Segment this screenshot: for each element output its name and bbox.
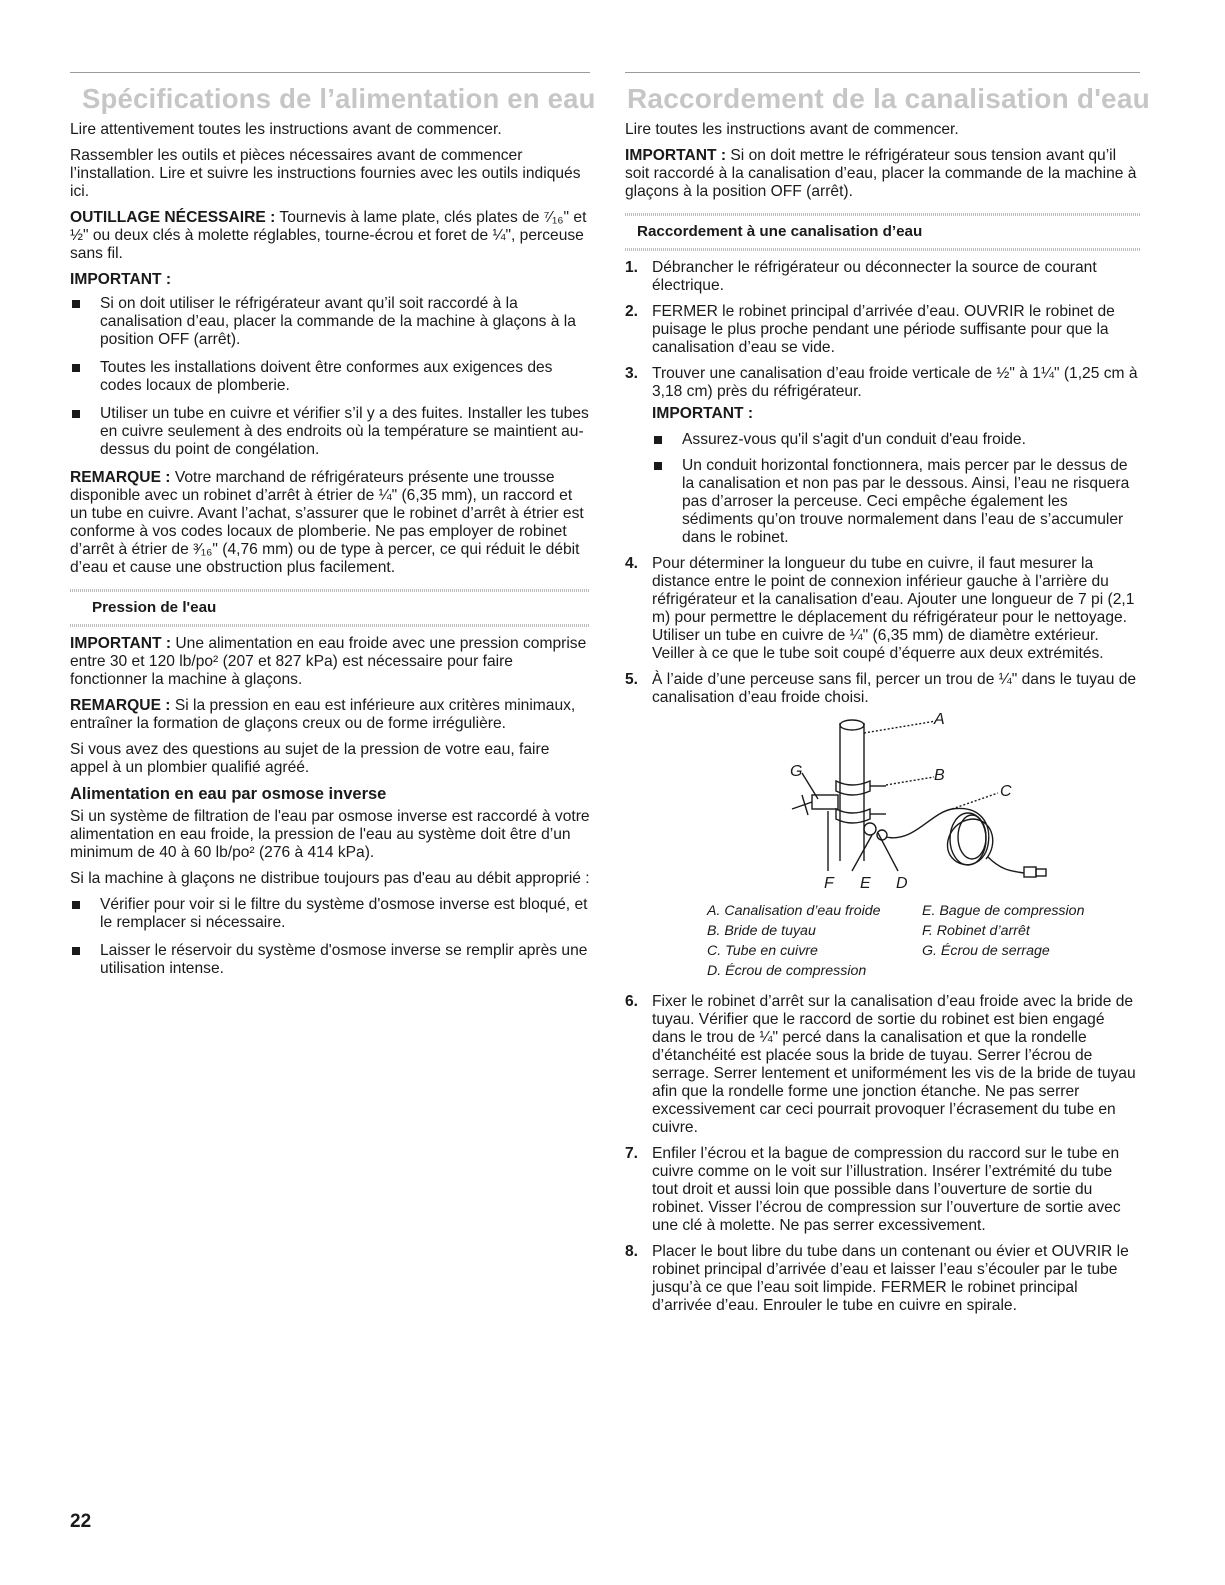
ro-list bbox=[70, 896, 590, 978]
legend-item: F. Robinet d’arrêt bbox=[922, 923, 1030, 939]
important-label: IMPORTANT : bbox=[70, 271, 172, 288]
right-important-text: Si on doit mettre le réfrigérateur sous tension avant qu’il soit raccordé à la canalisation d’eau, placer la commande de la machine à glaçons à la position OFF (arrêt). bbox=[625, 147, 1137, 200]
left-paragraph-1: Lire attentivement toutes les instructions avant de commencer. bbox=[70, 121, 502, 138]
ro-heading: Alimentation en eau par osmose inverse bbox=[70, 785, 387, 803]
figure-label-d: D bbox=[896, 875, 908, 892]
legend-item: E. Bague de compression bbox=[922, 903, 1085, 919]
step-item bbox=[625, 671, 1140, 981]
pressure-important-label: IMPORTANT : bbox=[70, 635, 172, 652]
note-label: REMARQUE : bbox=[70, 469, 171, 486]
step-text: Débrancher le réfrigérateur ou déconnecter la source de courant électrique. bbox=[652, 259, 1097, 294]
ro-paragraph-2: Si la machine à glaçons ne distribue toujours pas d'eau au débit approprié : bbox=[70, 870, 590, 887]
right-column bbox=[625, 72, 1150, 1323]
tools-text: Tournevis à lame plate, clés plates de ⁷⁄₁₆" et ½" ou deux clés à molette réglables, tourne-écrou et foret de ¼", perceuse sans fil. bbox=[70, 209, 587, 262]
step-text: Placer le bout libre du tube dans un contenant ou évier et OUVRIR le robinet principal d’arrivée d’eau et laisser l’eau s’écouler par le tube jusqu’à ce que l’eau soit limpide. FERMER le robinet principal d’arrivée d’eau. Enrouler le tube en cuivre en spirale. bbox=[652, 1243, 1129, 1314]
pressure-heading: Pression de l'eau bbox=[92, 599, 217, 616]
list-item: Si on doit utiliser le réfrigérateur avant qu’il soit raccordé à la canalisation d’eau, placer la commande de la machine à glaçons à la position OFF (arrêt). bbox=[70, 295, 590, 349]
step-text: FERMER le robinet principal d’arrivée d’eau. OUVRIR le robinet de puisage le plus proche pendant une période suffisante pour que la canalisation d’eau se vide. bbox=[652, 303, 1115, 356]
list-item: Vérifier pour voir si le filtre du système d'osmose inverse est bloqué, et le remplacer si nécessaire. bbox=[70, 896, 590, 932]
step-number: 5. bbox=[625, 671, 639, 688]
legend-item bbox=[922, 961, 1122, 981]
figure-label-b: B bbox=[934, 767, 945, 784]
step-text: Fixer le robinet d’arrêt sur la canalisation d’eau froide avec la bride de tuyau. Vérifier que le raccord de sortie du robinet est bien engagé dans le trou de ¼" percé dans la canalisation et que la rondelle d’étanchéité est placée sous la bride de tuyau. Serrer l’écrou de serrage. Serrer lentement et uniformément les vis de la bride de tuyau afin que la rondelle forme une jonction étanche. Ne pas serrer excessivement car ceci pourrait provoquer l’écrasement du tube en cuivre. bbox=[652, 993, 1136, 1136]
list-item: Utiliser un tube en cuivre et vérifier s’il y a des fuites. Installer les tubes en cuivre seulement à des endroits où la température se maintient au-dessus du point de congélation. bbox=[70, 405, 590, 459]
note-text: Votre marchand de réfrigérateurs présente une trousse disponible avec un robinet d’arrêt à étrier de ¼" (6,35 mm), un raccord et un tube en cuivre. Avant l’achat, s’assurer que le robinet d’arrêt à étrier est conforme à vos codes locaux de plomberie. Ne pas employer de robinet d’arrêt à étrier de ³⁄₁₆" (4,76 mm) ou de type à percer, ce qui réduit le débit d’eau et cause une obstruction plus facilement. bbox=[70, 469, 584, 576]
figure-label-e: E bbox=[860, 875, 871, 892]
valve-illustration bbox=[652, 711, 1140, 901]
right-important-label: IMPORTANT : bbox=[625, 147, 727, 164]
list-item: Laisser le réservoir du système d'osmose inverse se remplir après une utilisation intense. bbox=[70, 942, 590, 978]
figure-label-g: G bbox=[790, 763, 803, 780]
note-paragraph bbox=[70, 469, 590, 577]
pressure-important-text: Une alimentation en eau froide avec une pression comprise entre 30 et 120 lb/po² (207 et 827 kPa) est nécessaire pour faire fonctionner la machine à glaçons. bbox=[70, 635, 587, 688]
figure-label-f: F bbox=[824, 875, 834, 892]
right-important-paragraph bbox=[625, 147, 1140, 201]
step-number: 3. bbox=[625, 365, 639, 382]
step-item bbox=[625, 1145, 1140, 1235]
step-number: 4. bbox=[625, 555, 639, 572]
step-text: Trouver une canalisation d’eau froide verticale de ½" à 1¼" (1,25 cm à 3,18 cm) près du réfrigérateur. bbox=[652, 365, 1138, 400]
tools-paragraph bbox=[70, 209, 590, 263]
figure-legend bbox=[707, 901, 1140, 981]
pressure-note-paragraph bbox=[70, 697, 590, 733]
list-item: Toutes les installations doivent être conformes aux exigences des codes locaux de plomberie. bbox=[70, 359, 590, 395]
figure-label-a: A bbox=[934, 711, 945, 728]
right-top-rule bbox=[625, 72, 1140, 73]
legend-item: A. Canalisation d’eau froide bbox=[707, 903, 881, 919]
step-item bbox=[625, 259, 1140, 295]
step-number: 1. bbox=[625, 259, 639, 276]
legend-item: B. Bride de tuyau bbox=[707, 923, 816, 939]
step-number: 2. bbox=[625, 303, 639, 320]
legend-item: D. Écrou de compression bbox=[707, 963, 867, 979]
step-text: Pour déterminer la longueur du tube en cuivre, il faut mesurer la distance entre le point de connexion inférieur gauche à l’arrière du réfrigérateur et la canalisation d'eau. Ajouter une longueur de 7 pi (2,1 m) pour permettre le déplacement du réfrigérateur pour le nettoyage. Utiliser un tube en cuivre de ¼" (6,35 mm) de diamètre extérieur. Veiller à ce que le tube soit coupé d’équerre aux deux extrémités. bbox=[652, 555, 1135, 662]
valve-diagram bbox=[652, 711, 1140, 901]
left-paragraph-2: Rassembler les outils et pièces nécessaires avant de commencer l’installation. Lire et suivre les instructions fournies avec les outils indiqués ici. bbox=[70, 147, 581, 200]
pressure-note-text: Si la pression en eau est inférieure aux critères minimaux, entraîner la formation de glaçons creux ou de forme irrégulière. bbox=[70, 697, 576, 732]
step-number: 6. bbox=[625, 993, 639, 1010]
pressure-subheading-band bbox=[70, 589, 590, 627]
important-list bbox=[70, 295, 590, 459]
figure-label-c: C bbox=[1000, 783, 1012, 800]
step-item bbox=[625, 555, 1140, 663]
step-text: Enfiler l’écrou et la bague de compression du raccord sur le tube en cuivre comme on le voit sur l’illustration. Insérer l’extrémité du tube tout droit et aussi loin que possible dans l’ouverture de sortie du robinet. Visser l’écrou de compression sur l’ouverture de sortie avec une clé à molette. Ne pas serrer excessivement. bbox=[652, 1145, 1121, 1234]
step-item bbox=[625, 303, 1140, 357]
list-item: Assurez-vous qu'il s'agit d'un conduit d'eau froide. bbox=[652, 431, 1140, 449]
step-number: 8. bbox=[625, 1243, 639, 1260]
tools-label: OUTILLAGE NÉCESSAIRE : bbox=[70, 209, 276, 226]
left-top-rule bbox=[70, 72, 590, 73]
step-number: 7. bbox=[625, 1145, 639, 1162]
pressure-note-label: REMARQUE : bbox=[70, 697, 171, 714]
list-item: Un conduit horizontal fonctionnera, mais percer par le dessus de la canalisation et non pas par le dessous. Ainsi, l’eau ne risquera pas d’arroser la perceuse. Ceci empêche également les sédiments qu’on trouve normalement dans l’eau de s’accumuler dans le robinet. bbox=[652, 457, 1140, 547]
left-section-title: Spécifications de l’alimentation en eau bbox=[82, 83, 596, 114]
legend-item: C. Tube en cuivre bbox=[707, 943, 818, 959]
pressure-important-paragraph bbox=[70, 635, 590, 689]
step-item bbox=[625, 1243, 1140, 1315]
step-item bbox=[625, 365, 1140, 547]
connection-heading: Raccordement à une canalisation d’eau bbox=[637, 223, 923, 240]
connection-subheading-band bbox=[625, 213, 1140, 251]
page-number: 22 bbox=[70, 1511, 92, 1532]
step-item bbox=[625, 993, 1140, 1137]
ro-paragraph-1: Si un système de filtration de l'eau par osmose inverse est raccordé à votre alimentation en eau froide, la pression de l'eau au système doit être d’un minimum de 40 à 60 lb/po² (276 à 414 kPa). bbox=[70, 808, 590, 861]
left-column bbox=[70, 72, 596, 988]
step3-important-list bbox=[652, 431, 1140, 547]
steps-list bbox=[625, 259, 1140, 1315]
step-text: À l’aide d’une perceuse sans fil, percer un trou de ¼" dans le tuyau de canalisation d’eau froide choisi. bbox=[652, 671, 1137, 706]
legend-item: G. Écrou de serrage bbox=[922, 943, 1050, 959]
step3-important-label: IMPORTANT : bbox=[652, 405, 754, 422]
right-paragraph-1: Lire toutes les instructions avant de commencer. bbox=[625, 121, 959, 138]
pressure-paragraph-3: Si vous avez des questions au sujet de la pression de votre eau, faire appel à un plombier qualifié agréé. bbox=[70, 741, 550, 776]
right-section-title: Raccordement de la canalisation d'eau bbox=[627, 83, 1150, 114]
